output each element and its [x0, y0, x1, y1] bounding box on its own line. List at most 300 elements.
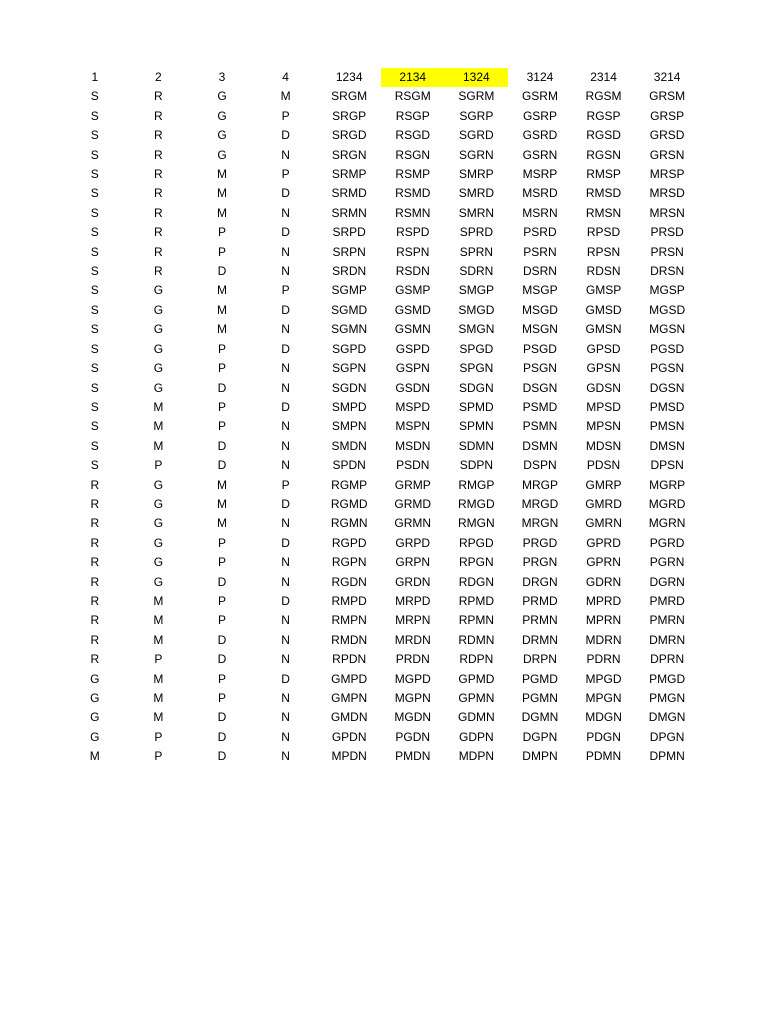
- table-cell[interactable]: S: [90, 341, 99, 356]
- table-cell[interactable]: R: [154, 108, 163, 123]
- table-cell[interactable]: SMPD: [331, 399, 367, 414]
- table-cell[interactable]: GMSD: [585, 302, 622, 317]
- table-cell[interactable]: M: [216, 167, 227, 182]
- header-cell[interactable]: 2314: [590, 70, 617, 84]
- table-cell[interactable]: RSMP: [395, 167, 431, 182]
- table-cell[interactable]: S: [90, 264, 99, 279]
- table-cell[interactable]: N: [281, 361, 290, 376]
- table-cell[interactable]: MRSD: [649, 186, 685, 201]
- table-cell[interactable]: RSGN: [395, 147, 431, 162]
- table-cell[interactable]: P: [217, 225, 226, 240]
- table-cell[interactable]: PDRN: [586, 652, 621, 667]
- table-cell[interactable]: GRPN: [395, 555, 431, 570]
- table-cell[interactable]: MGSP: [649, 283, 685, 298]
- table-cell[interactable]: RSGD: [395, 128, 431, 143]
- table-cell[interactable]: DRSN: [650, 264, 685, 279]
- table-cell[interactable]: SDRN: [459, 264, 494, 279]
- table-cell[interactable]: S: [90, 205, 99, 220]
- table-cell[interactable]: MPGD: [585, 671, 622, 686]
- table-cell[interactable]: N: [281, 710, 290, 725]
- table-cell[interactable]: RGMN: [330, 516, 368, 531]
- table-cell[interactable]: SGPD: [332, 341, 367, 356]
- table-cell[interactable]: SRGN: [331, 147, 367, 162]
- table-cell[interactable]: R: [154, 167, 163, 182]
- table-cell[interactable]: SGRD: [459, 128, 494, 143]
- table-cell[interactable]: M: [153, 632, 164, 647]
- table-cell[interactable]: PGDN: [395, 729, 431, 744]
- table-cell[interactable]: SMGN: [458, 322, 495, 337]
- table-cell[interactable]: S: [90, 283, 99, 298]
- table-cell[interactable]: N: [281, 574, 290, 589]
- table-cell[interactable]: GSPD: [395, 341, 430, 356]
- table-cell[interactable]: P: [217, 555, 226, 570]
- table-cell[interactable]: GSMD: [394, 302, 431, 317]
- table-cell[interactable]: P: [217, 593, 226, 608]
- table-cell[interactable]: D: [217, 574, 227, 589]
- table-cell[interactable]: RPMD: [458, 593, 495, 608]
- table-cell[interactable]: PDGN: [586, 729, 621, 744]
- table-cell[interactable]: SRMP: [331, 167, 367, 182]
- header-cell[interactable]: 3214: [653, 70, 681, 84]
- table-cell[interactable]: RGMP: [331, 477, 368, 492]
- table-cell[interactable]: DGPN: [522, 729, 558, 744]
- table-cell[interactable]: RMSD: [585, 186, 622, 201]
- table-cell[interactable]: N: [281, 147, 290, 162]
- table-cell[interactable]: R: [90, 496, 100, 511]
- table-cell[interactable]: MPSD: [586, 399, 621, 414]
- table-cell[interactable]: PMSN: [649, 419, 685, 434]
- table-cell[interactable]: D: [217, 264, 227, 279]
- table-cell[interactable]: PRGD: [522, 535, 558, 550]
- table-cell[interactable]: DRMN: [521, 632, 558, 647]
- table-cell[interactable]: RSGP: [395, 108, 430, 123]
- table-cell[interactable]: SGRP: [459, 108, 494, 123]
- table-cell[interactable]: M: [216, 186, 227, 201]
- table-cell[interactable]: D: [217, 729, 227, 744]
- table-cell[interactable]: D: [217, 380, 227, 395]
- table-cell[interactable]: R: [154, 186, 163, 201]
- table-cell[interactable]: S: [90, 225, 99, 240]
- table-cell[interactable]: RGPN: [331, 555, 367, 570]
- table-cell[interactable]: SRPN: [332, 244, 366, 259]
- table-cell[interactable]: MGPN: [394, 691, 431, 705]
- table-cell[interactable]: RMSN: [585, 205, 622, 220]
- table-cell[interactable]: MGSN: [649, 322, 686, 337]
- table-cell[interactable]: RGMD: [330, 496, 368, 511]
- table-cell[interactable]: MGRD: [648, 496, 686, 511]
- table-cell[interactable]: GRPD: [395, 535, 431, 550]
- table-cell[interactable]: R: [90, 535, 100, 550]
- table-cell[interactable]: PGRD: [649, 535, 685, 550]
- table-cell[interactable]: DMGN: [648, 710, 686, 725]
- table-cell[interactable]: MDRN: [585, 632, 622, 647]
- table-cell[interactable]: GRSP: [650, 108, 685, 123]
- table-cell[interactable]: RMPD: [331, 593, 367, 608]
- table-cell[interactable]: RGPD: [331, 535, 367, 550]
- table-cell[interactable]: GRMP: [394, 477, 431, 492]
- table-cell[interactable]: G: [217, 108, 227, 123]
- table-cell[interactable]: S: [90, 302, 99, 317]
- table-cell[interactable]: RPSD: [586, 225, 621, 240]
- table-cell[interactable]: GMPN: [331, 691, 368, 705]
- table-cell[interactable]: G: [153, 496, 164, 511]
- table-cell[interactable]: SMRD: [458, 186, 495, 201]
- table-cell[interactable]: MPRD: [585, 593, 622, 608]
- table-cell[interactable]: D: [281, 302, 290, 317]
- table-cell[interactable]: D: [217, 710, 227, 725]
- table-cell[interactable]: SPMD: [459, 399, 494, 414]
- table-cell[interactable]: MSDN: [395, 438, 431, 453]
- table-cell[interactable]: M: [153, 710, 164, 725]
- table-cell[interactable]: M: [216, 205, 227, 220]
- table-cell[interactable]: GMDN: [330, 710, 368, 725]
- table-cell[interactable]: GDPN: [459, 729, 494, 744]
- table-cell[interactable]: RSDN: [395, 264, 430, 279]
- table-cell[interactable]: MDSN: [585, 438, 622, 453]
- table-cell[interactable]: GMSP: [585, 283, 622, 298]
- table-cell[interactable]: R: [154, 264, 163, 279]
- table-cell[interactable]: P: [217, 419, 226, 434]
- table-cell[interactable]: P: [217, 691, 226, 705]
- table-cell[interactable]: M: [216, 302, 227, 317]
- table-cell[interactable]: S: [90, 322, 99, 337]
- table-cell[interactable]: GMRP: [585, 477, 622, 492]
- table-cell[interactable]: SGRM: [458, 89, 495, 104]
- table-cell[interactable]: N: [281, 516, 290, 531]
- header-cell[interactable]: 3: [218, 70, 226, 84]
- table-cell[interactable]: M: [153, 419, 164, 434]
- table-cell[interactable]: GSRD: [522, 128, 558, 143]
- table-cell[interactable]: RPGD: [459, 535, 494, 550]
- table-cell[interactable]: PMRD: [649, 593, 685, 608]
- table-cell[interactable]: N: [281, 632, 290, 647]
- table-cell[interactable]: N: [281, 244, 290, 259]
- table-cell[interactable]: GSRN: [522, 147, 558, 162]
- table-cell[interactable]: P: [281, 477, 290, 492]
- table-cell[interactable]: M: [216, 283, 227, 298]
- table-cell[interactable]: R: [90, 652, 100, 667]
- table-cell[interactable]: DGRN: [649, 574, 685, 589]
- table-cell[interactable]: PMRN: [649, 613, 685, 628]
- table-cell[interactable]: RMGD: [458, 496, 495, 511]
- table-cell[interactable]: N: [281, 419, 290, 434]
- table-cell[interactable]: PMSD: [649, 399, 685, 414]
- table-cell[interactable]: D: [281, 128, 290, 143]
- table-cell[interactable]: SPGN: [459, 361, 494, 376]
- table-cell[interactable]: DMRN: [649, 632, 686, 647]
- table-cell[interactable]: GMRN: [585, 516, 622, 531]
- table-cell[interactable]: S: [90, 399, 99, 414]
- table-cell[interactable]: D: [217, 652, 227, 667]
- table-cell[interactable]: R: [90, 574, 100, 589]
- table-cell[interactable]: RGSD: [586, 128, 621, 143]
- table-cell[interactable]: M: [216, 496, 227, 511]
- table-cell[interactable]: PGSN: [650, 361, 685, 376]
- table-cell[interactable]: PSRN: [523, 244, 557, 259]
- table-cell[interactable]: M: [153, 438, 164, 453]
- table-cell[interactable]: N: [281, 729, 290, 744]
- table-cell[interactable]: GMSN: [585, 322, 622, 337]
- table-cell[interactable]: S: [90, 89, 99, 104]
- table-cell[interactable]: PRGN: [522, 555, 558, 570]
- table-cell[interactable]: MGPD: [394, 671, 431, 686]
- table-cell[interactable]: R: [154, 205, 163, 220]
- table-cell[interactable]: SRGP: [332, 108, 367, 123]
- table-cell[interactable]: SDMN: [458, 438, 495, 453]
- header-cell[interactable]: 2134: [381, 68, 445, 87]
- table-cell[interactable]: RDMN: [458, 632, 495, 647]
- table-cell[interactable]: G: [153, 380, 164, 395]
- table-cell[interactable]: M: [153, 691, 164, 705]
- table-cell[interactable]: SPRN: [459, 244, 494, 259]
- header-cell[interactable]: 1: [91, 70, 99, 84]
- table-cell[interactable]: PDSN: [586, 458, 621, 473]
- table-cell[interactable]: PRSN: [650, 244, 684, 259]
- table-cell[interactable]: R: [90, 516, 100, 531]
- table-cell[interactable]: M: [153, 613, 164, 628]
- table-cell[interactable]: SGMP: [331, 283, 367, 298]
- table-cell[interactable]: DMPN: [522, 749, 558, 764]
- table-cell[interactable]: P: [154, 749, 163, 764]
- table-cell[interactable]: DMSN: [649, 438, 685, 453]
- table-cell[interactable]: GSMP: [395, 283, 431, 298]
- table-cell[interactable]: S: [90, 167, 99, 182]
- table-cell[interactable]: RGSM: [585, 89, 622, 104]
- table-cell[interactable]: MGSD: [649, 302, 686, 317]
- table-cell[interactable]: G: [153, 361, 164, 376]
- table-cell[interactable]: SRMN: [331, 205, 367, 220]
- table-cell[interactable]: MRPN: [395, 613, 431, 628]
- table-cell[interactable]: G: [153, 535, 164, 550]
- table-cell[interactable]: SMRN: [458, 205, 495, 220]
- table-cell[interactable]: D: [281, 186, 290, 201]
- table-cell[interactable]: SGDN: [331, 380, 367, 395]
- table-cell[interactable]: PSGN: [522, 361, 557, 376]
- table-cell[interactable]: PSGD: [522, 341, 557, 356]
- table-cell[interactable]: D: [281, 671, 290, 686]
- table-cell[interactable]: S: [90, 128, 99, 143]
- table-cell[interactable]: SRDN: [332, 264, 367, 279]
- table-cell[interactable]: G: [217, 89, 227, 104]
- table-cell[interactable]: N: [281, 691, 290, 705]
- table-cell[interactable]: RMDN: [331, 632, 368, 647]
- table-cell[interactable]: MGRN: [648, 516, 686, 531]
- table-cell[interactable]: DPSN: [650, 458, 684, 473]
- table-cell[interactable]: RMPN: [331, 613, 367, 628]
- table-cell[interactable]: G: [153, 283, 164, 298]
- table-cell[interactable]: M: [216, 322, 227, 337]
- table-cell[interactable]: RSPN: [396, 244, 430, 259]
- table-cell[interactable]: RSMN: [395, 205, 431, 220]
- table-cell[interactable]: R: [90, 613, 100, 628]
- table-cell[interactable]: GRSM: [649, 89, 686, 104]
- table-cell[interactable]: RPSN: [586, 244, 621, 259]
- table-cell[interactable]: S: [90, 147, 99, 162]
- table-cell[interactable]: RPDN: [332, 652, 367, 667]
- table-cell[interactable]: GRSD: [649, 128, 685, 143]
- table-cell[interactable]: SGRN: [459, 147, 494, 162]
- table-cell[interactable]: G: [153, 341, 164, 356]
- table-cell[interactable]: RDGN: [458, 574, 495, 589]
- table-cell[interactable]: GSRM: [521, 89, 558, 104]
- table-cell[interactable]: SMDN: [331, 438, 367, 453]
- table-cell[interactable]: R: [154, 147, 163, 162]
- table-cell[interactable]: RGSP: [586, 108, 621, 123]
- table-cell[interactable]: D: [217, 632, 227, 647]
- table-cell[interactable]: R: [90, 632, 100, 647]
- table-cell[interactable]: SRMD: [331, 186, 367, 201]
- table-cell[interactable]: P: [281, 283, 290, 298]
- table-cell[interactable]: PGSD: [650, 341, 685, 356]
- table-cell[interactable]: R: [154, 225, 163, 240]
- table-cell[interactable]: M: [153, 671, 164, 686]
- table-cell[interactable]: M: [216, 516, 227, 531]
- table-cell[interactable]: GDMN: [458, 710, 495, 725]
- table-cell[interactable]: SGMN: [331, 322, 368, 337]
- table-cell[interactable]: GPRD: [586, 535, 621, 550]
- table-cell[interactable]: DSMN: [522, 438, 558, 453]
- table-cell[interactable]: RMSP: [586, 167, 621, 182]
- table-cell[interactable]: RDSN: [586, 264, 621, 279]
- table-cell[interactable]: G: [153, 302, 164, 317]
- table-cell[interactable]: RDPN: [459, 652, 494, 667]
- table-cell[interactable]: PSDN: [396, 458, 430, 473]
- table-cell[interactable]: MRGN: [521, 516, 559, 531]
- table-cell[interactable]: MPSN: [586, 419, 621, 434]
- table-cell[interactable]: RSMD: [395, 186, 431, 201]
- table-cell[interactable]: S: [90, 361, 99, 376]
- table-cell[interactable]: MGRP: [649, 477, 686, 492]
- table-cell[interactable]: RSGM: [394, 89, 431, 104]
- table-cell[interactable]: M: [153, 593, 164, 608]
- table-cell[interactable]: GRDN: [395, 574, 431, 589]
- table-cell[interactable]: P: [217, 341, 226, 356]
- table-cell[interactable]: PRMN: [522, 613, 558, 628]
- table-cell[interactable]: G: [90, 729, 100, 744]
- table-cell[interactable]: D: [217, 458, 227, 473]
- table-cell[interactable]: GDSN: [586, 380, 621, 395]
- table-cell[interactable]: GSPN: [395, 361, 430, 376]
- table-cell[interactable]: DPRN: [650, 652, 685, 667]
- table-cell[interactable]: MRSN: [649, 205, 685, 220]
- table-cell[interactable]: G: [90, 671, 100, 686]
- table-cell[interactable]: MDGN: [585, 710, 622, 725]
- table-cell[interactable]: P: [281, 167, 290, 182]
- table-cell[interactable]: MSGN: [521, 322, 558, 337]
- table-cell[interactable]: P: [217, 671, 226, 686]
- table-cell[interactable]: DSGN: [522, 380, 558, 395]
- table-cell[interactable]: PRDN: [395, 652, 430, 667]
- table-cell[interactable]: M: [280, 89, 291, 104]
- table-cell[interactable]: SRPD: [332, 225, 366, 240]
- table-cell[interactable]: PRSD: [650, 225, 684, 240]
- table-cell[interactable]: SPRD: [459, 225, 494, 240]
- header-cell[interactable]: 4: [282, 70, 289, 84]
- table-cell[interactable]: P: [217, 535, 226, 550]
- table-cell[interactable]: MSRP: [522, 167, 558, 182]
- table-cell[interactable]: P: [217, 613, 226, 628]
- table-cell[interactable]: GMPD: [331, 671, 368, 686]
- table-cell[interactable]: SGPN: [332, 361, 367, 376]
- table-cell[interactable]: R: [90, 477, 100, 492]
- table-cell[interactable]: MRGP: [521, 477, 558, 492]
- table-cell[interactable]: R: [154, 128, 163, 143]
- header-cell[interactable]: 1324: [445, 68, 509, 87]
- table-cell[interactable]: G: [153, 516, 164, 531]
- table-cell[interactable]: D: [281, 496, 290, 511]
- table-cell[interactable]: MSGD: [521, 302, 558, 317]
- table-cell[interactable]: MSRN: [522, 205, 558, 220]
- table-cell[interactable]: GRMD: [394, 496, 432, 511]
- table-cell[interactable]: GMRD: [585, 496, 622, 511]
- table-cell[interactable]: RMGP: [458, 477, 495, 492]
- table-cell[interactable]: GSMN: [394, 322, 431, 337]
- table-cell[interactable]: GPDN: [331, 729, 367, 744]
- table-cell[interactable]: PMGN: [649, 691, 686, 705]
- table-cell[interactable]: DRGN: [522, 574, 558, 589]
- header-cell[interactable]: 1234: [335, 70, 363, 84]
- table-cell[interactable]: RSPD: [396, 225, 430, 240]
- table-cell[interactable]: S: [90, 438, 99, 453]
- table-cell[interactable]: GRMN: [394, 516, 432, 531]
- table-cell[interactable]: PMGD: [649, 671, 686, 686]
- table-cell[interactable]: PRMD: [522, 593, 558, 608]
- table-cell[interactable]: G: [153, 555, 164, 570]
- table-cell[interactable]: MSGP: [522, 283, 558, 298]
- table-cell[interactable]: PMDN: [395, 749, 431, 764]
- table-cell[interactable]: GSRP: [522, 108, 557, 123]
- table-cell[interactable]: MDPN: [458, 749, 495, 764]
- table-cell[interactable]: GPSN: [586, 361, 621, 376]
- table-cell[interactable]: MPDN: [331, 749, 367, 764]
- table-cell[interactable]: M: [153, 399, 164, 414]
- table-cell[interactable]: MGDN: [394, 710, 432, 725]
- table-cell[interactable]: PSMN: [522, 419, 558, 434]
- table-cell[interactable]: N: [281, 264, 290, 279]
- table-cell[interactable]: GRSN: [649, 147, 685, 162]
- table-cell[interactable]: G: [153, 322, 164, 337]
- table-cell[interactable]: D: [217, 438, 227, 453]
- table-cell[interactable]: G: [153, 574, 164, 589]
- table-cell[interactable]: DSRN: [522, 264, 557, 279]
- table-cell[interactable]: GPMD: [458, 671, 495, 686]
- table-cell[interactable]: P: [217, 244, 226, 259]
- table-cell[interactable]: GPSD: [586, 341, 621, 356]
- table-cell[interactable]: MRSP: [649, 167, 685, 182]
- table-cell[interactable]: G: [90, 710, 100, 725]
- table-cell[interactable]: SGMD: [331, 302, 368, 317]
- table-cell[interactable]: N: [281, 380, 290, 395]
- table-cell[interactable]: GPMN: [458, 691, 495, 705]
- table-cell[interactable]: PDMN: [585, 749, 622, 764]
- table-cell[interactable]: P: [217, 399, 226, 414]
- table-cell[interactable]: SPDN: [332, 458, 366, 473]
- table-cell[interactable]: D: [281, 593, 290, 608]
- table-cell[interactable]: D: [281, 399, 290, 414]
- table-cell[interactable]: M: [216, 477, 227, 492]
- table-cell[interactable]: MRGD: [521, 496, 559, 511]
- table-cell[interactable]: S: [90, 380, 99, 395]
- header-cell[interactable]: 3124: [526, 70, 554, 84]
- table-cell[interactable]: GPRN: [586, 555, 621, 570]
- table-cell[interactable]: PSMD: [522, 399, 558, 414]
- table-cell[interactable]: SDPN: [459, 458, 494, 473]
- table-cell[interactable]: G: [90, 691, 100, 705]
- table-cell[interactable]: G: [217, 128, 227, 143]
- table-cell[interactable]: SPMN: [459, 419, 494, 434]
- table-cell[interactable]: G: [217, 147, 227, 162]
- table-cell[interactable]: D: [217, 749, 227, 764]
